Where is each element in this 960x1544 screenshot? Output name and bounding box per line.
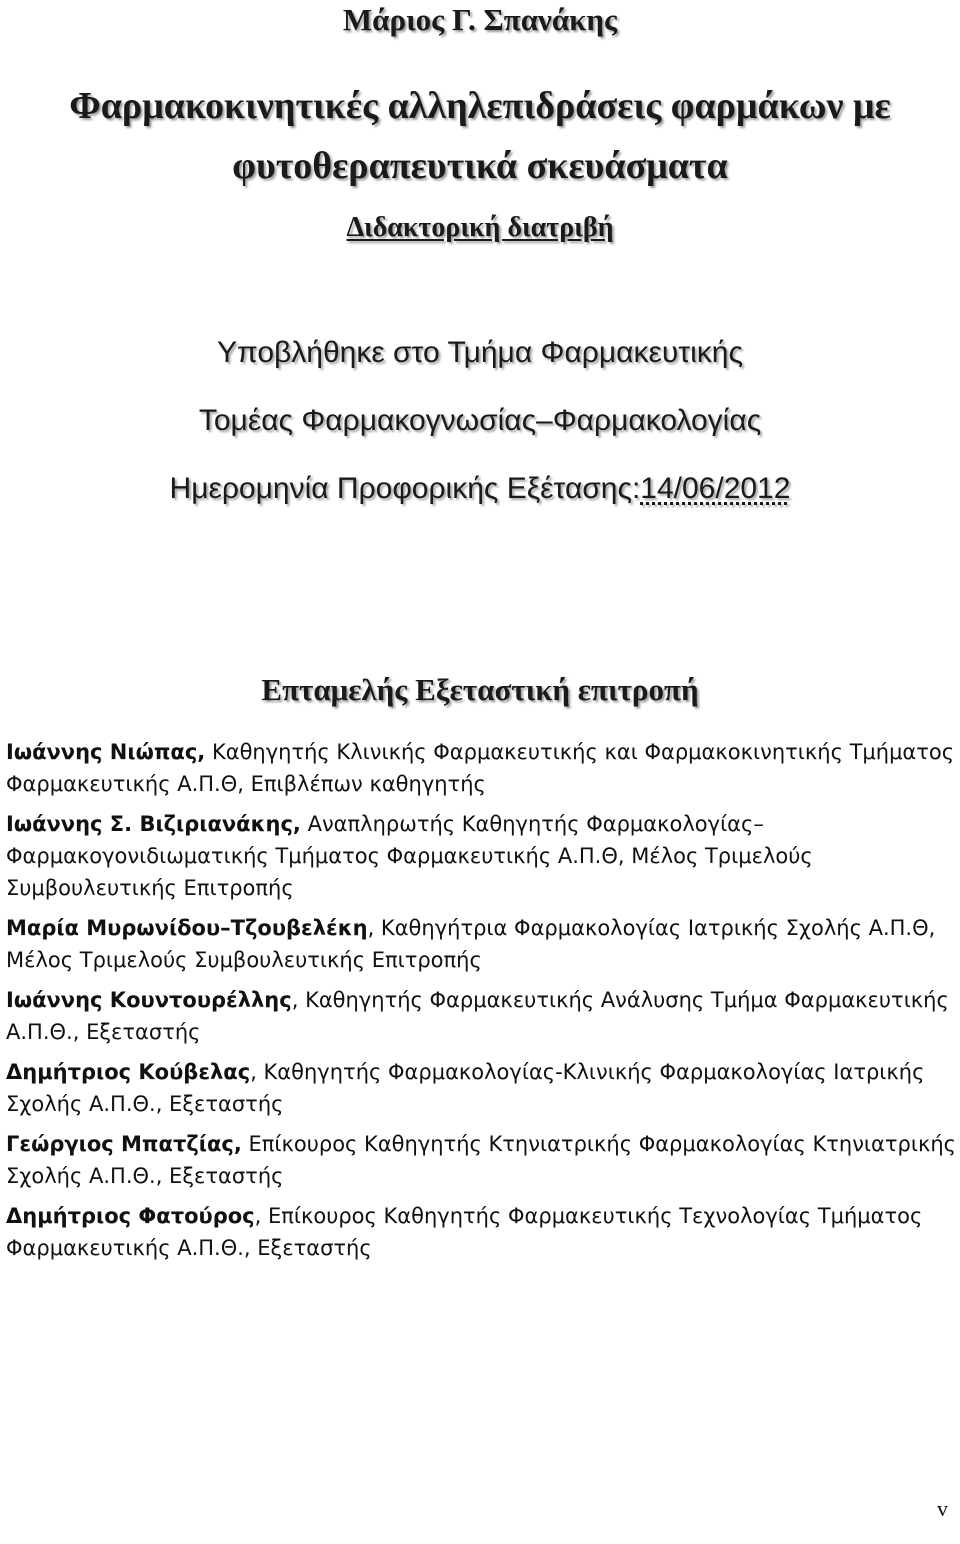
committee-heading: Επταμελής Εξεταστική επιτροπή xyxy=(261,672,699,707)
committee-member xyxy=(6,736,956,800)
member-name: Ιωάννης Κουντουρέλλης xyxy=(6,988,292,1012)
member-description: , Καθηγητής Φαρμακευτικής Ανάλυσης Τμήμα Φαρμακευτικής Α.Π.Θ., Εξεταστής xyxy=(6,988,949,1044)
member-description: , Καθηγητής Φαρμακολογίας-Κλινικής Φαρμακολογίας Ιατρικής Σχολής Α.Π.Θ., Εξεταστής xyxy=(6,1060,925,1116)
sector-line: Τομέας Φαρμακογνωσίας–Φαρμακολογίας xyxy=(198,404,762,437)
thesis-type: Διδακτορική διατριβή xyxy=(346,212,614,243)
member-description: Επίκουρος Καθηγητής Κτηνιατρικής Φαρμακολογίας Κτηνιατρικής Σχολής Α.Π.Θ., Εξεταστής xyxy=(6,1132,956,1188)
committee-member xyxy=(6,1056,956,1120)
member-name: Δημήτριος Κούβελας xyxy=(6,1060,251,1084)
member-description: Καθηγητής Κλινικής Φαρμακευτικής και Φαρμακοκινητικής Τμήματος Φαρμακευτικής Α.Π.Θ, Επιβλέπων καθηγητής xyxy=(6,740,955,796)
committee-member xyxy=(6,1200,956,1264)
committee-member xyxy=(6,1128,956,1192)
page-number: v xyxy=(937,1496,948,1521)
member-description: , Καθηγήτρια Φαρμακολογίας Ιατρικής Σχολής Α.Π.Θ, Μέλος Τριμελούς Συμβουλευτικής Επιτροπής xyxy=(6,916,936,972)
submitted-line: Υποβλήθηκε στο Τμήμα Φαρμακευτικής xyxy=(217,336,743,369)
exam-date-value: 14/06/2012 xyxy=(640,472,791,505)
member-name: Ιωάννης Νιώπας, xyxy=(6,740,206,764)
member-description: Αναπληρωτής Καθηγητής Φαρμακολογίας–Φαρμακογονιδιωματικής Τμήματος Φαρμακευτικής Α.Π.Θ, Μέλος Τριμελούς Συμβουλευτικής Επιτροπής xyxy=(6,812,813,900)
exam-date-line xyxy=(0,472,960,506)
exam-date-label: Ημερομηνία Προφορικής Εξέτασης: xyxy=(169,472,641,505)
member-description: , Επίκουρος Καθηγητής Φαρμακευτικής Τεχνολογίας Τμήματος Φαρμακευτικής Α.Π.Θ., Εξεταστής xyxy=(6,1204,923,1260)
committee-member xyxy=(6,984,956,1048)
committee-member xyxy=(6,912,956,976)
committee-member xyxy=(6,808,956,904)
committee-members-list xyxy=(6,736,956,1272)
member-name: Ιωάννης Σ. Βιζιριανάκης, xyxy=(6,812,301,836)
author-name: Μάριος Γ. Σπανάκης xyxy=(342,2,618,37)
member-name: Δημήτριος Φατούρος xyxy=(6,1204,255,1228)
member-name: Γεώργιος Μπατζίας, xyxy=(6,1132,242,1156)
member-name: Μαρία Μυρωνίδου–Τζουβελέκη xyxy=(6,916,368,940)
thesis-title: Φαρμακοκινητικές αλληλεπιδράσεις φαρμάκων με φυτοθεραπευτικά σκευάσματα xyxy=(69,85,891,187)
